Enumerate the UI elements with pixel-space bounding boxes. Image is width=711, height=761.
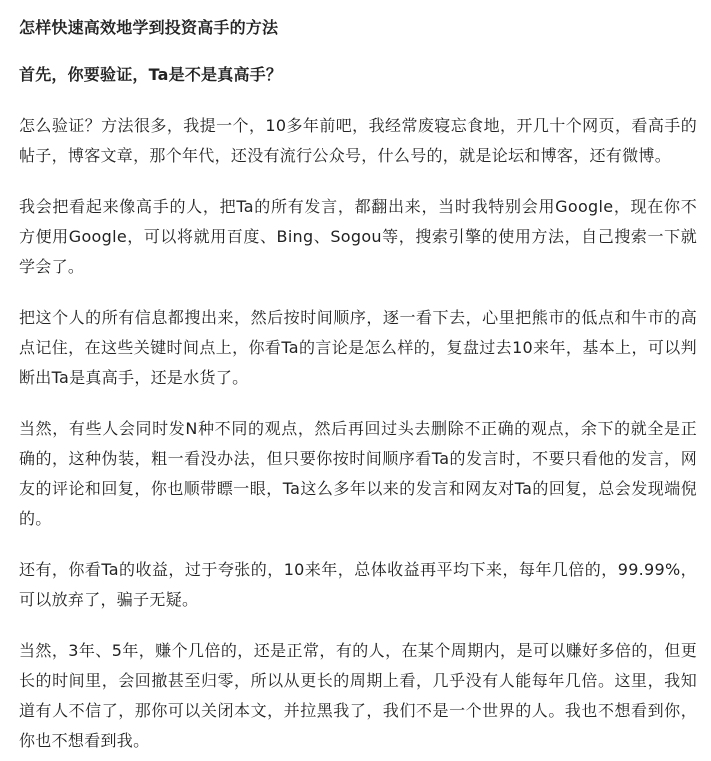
paragraph-1: 怎么验证？方法很多，我提一个，10多年前吧，我经常废寝忘食地，开几十个网页，看高手的帖子，博客文章，那个年代，还没有流行公众号，什么号的，就是论坛和博客，还有微博。: [19, 116, 697, 165]
paragraph-5: 还有，你看Ta的收益，过于夸张的，10来年，总体收益再平均下来，每年几倍的，99.99%，可以放弃了，骗子无疑。: [19, 560, 697, 609]
article-title: 怎样快速高效地学到投资高手的方法: [19, 18, 279, 37]
paragraph-2: 我会把看起来像高手的人，把Ta的所有发言，都翻出来，当时我特别会用Google，现在你不方便用Google，可以将就用百度、Bing、Sogou等，搜索引擎的使用方法，自己搜索一下就学会了。: [19, 197, 697, 276]
article-subtitle: 首先，你要验证，Ta是不是真高手？: [19, 65, 283, 84]
paragraph-4: 当然，有些人会同时发N种不同的观点，然后再回过头去删除不正确的观点，余下的就全是正确的，这种伪装，粗一看没办法，但只要你按时间顺序看Ta的发言时，不要只看他的发言，网友的评论和回复，你也顺带瞟一眼，Ta这么多年以来的发言和网友对Ta的回复，总会发现端倪的。: [19, 419, 697, 528]
paragraph-6: 当然，3年、5年，赚个几倍的，还是正常，有的人，在某个周期内，是可以赚好多倍的，但更长的时间里，会回撤甚至归零，所以从更长的周期上看，几乎没有人能每年几倍。这里，我知道有人不信了，那你可以关闭本文，并拉黑我了，我们不是一个世界的人。我也不想看到你，你也不想看到我。: [19, 641, 697, 750]
paragraph-3: 把这个人的所有信息都搜出来，然后按时间顺序，逐一看下去，心里把熊市的低点和牛市的高点记住，在这些关键时间点上，你看Ta的言论是怎么样的，复盘过去10来年，基本上，可以判断出Ta是真高手，还是水货了。: [19, 308, 697, 387]
